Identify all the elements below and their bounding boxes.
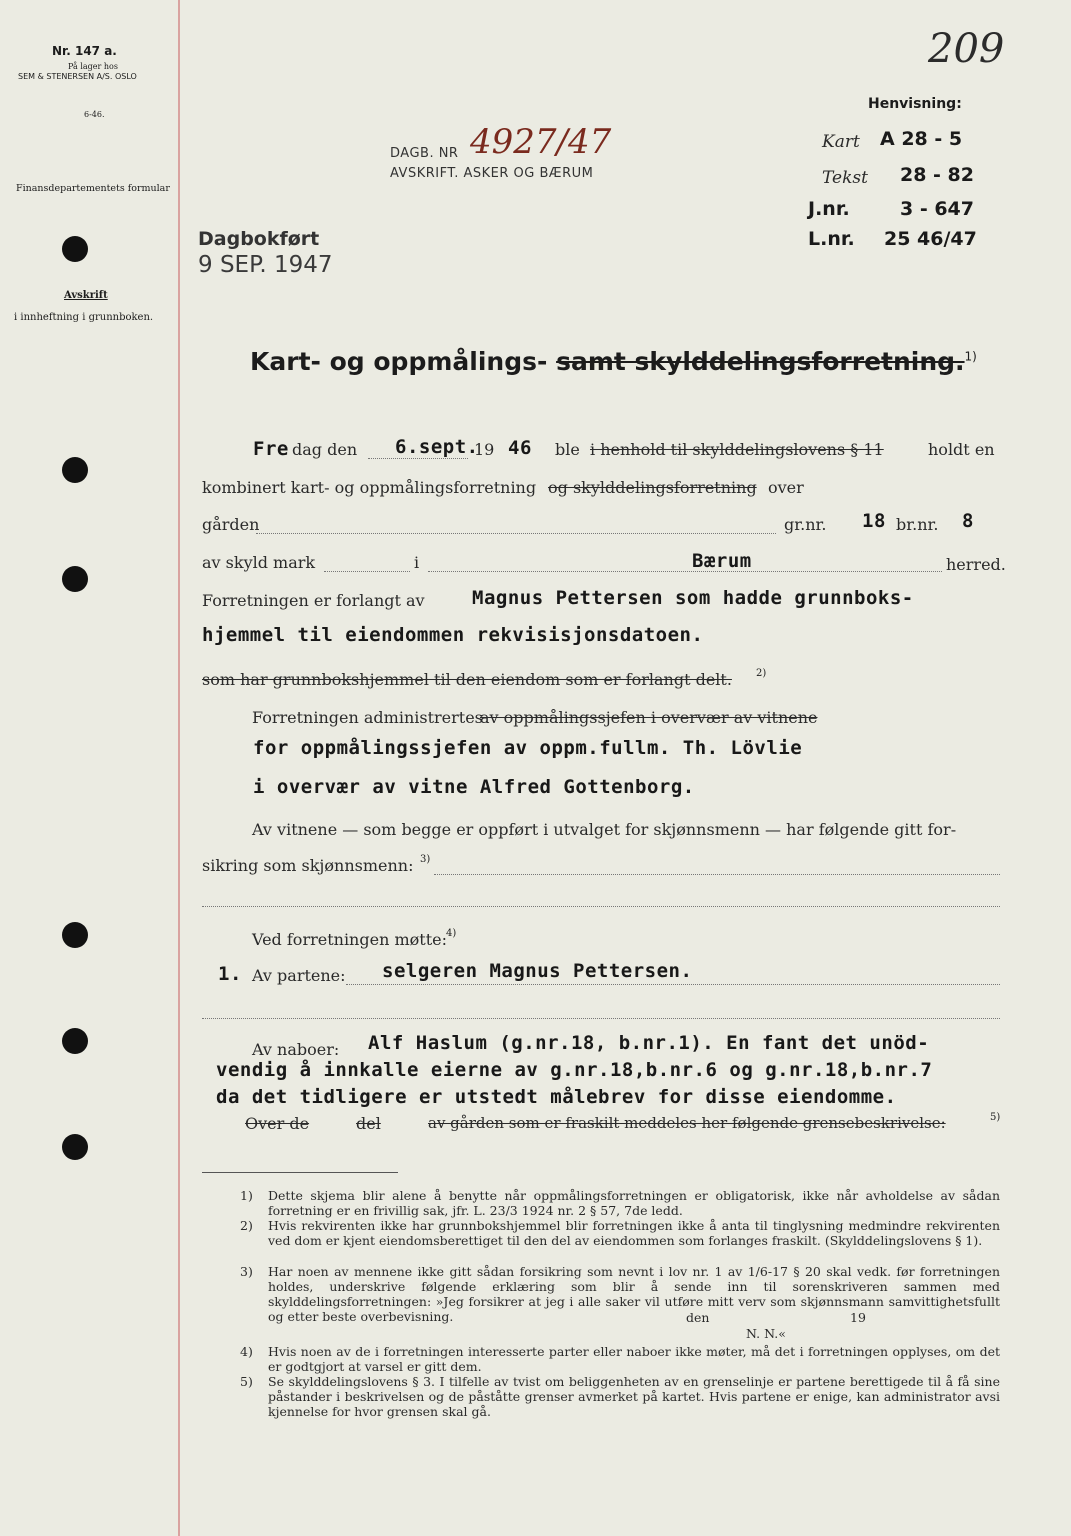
l12-text: sikring som skjønnsmenn: xyxy=(202,856,414,875)
avskrift-text: i innheftning i grunnboken. xyxy=(14,312,154,323)
fn5-num: 5) xyxy=(240,1374,253,1389)
fn2-num: 2) xyxy=(240,1218,253,1233)
henvisning-jnr-value: 3 - 647 xyxy=(900,198,974,220)
l1-text2: 19 xyxy=(474,440,495,459)
form-number: Nr. 147 a. xyxy=(52,44,117,58)
l2-struck: og skylddelingsforretning xyxy=(548,478,757,497)
year: 46 xyxy=(508,437,532,459)
neighbours-1: Alf Haslum (g.nr.18, b.nr.1). En fant det unöd- xyxy=(368,1032,930,1054)
requester-cont: hjemmel til eiendommen rekvisisjonsdatoen. xyxy=(202,624,704,646)
dagbokfort-date: 9 SEP. 1947 xyxy=(198,252,333,278)
l18-ref: 5) xyxy=(990,1112,1001,1123)
title-footnote-ref: 1) xyxy=(964,349,977,364)
l1-struck: i henhold til skylddelingslovens § 11 xyxy=(590,440,884,459)
l15-text: Av naboer: xyxy=(252,1040,340,1059)
l12-ref: 3) xyxy=(420,854,431,865)
henvisning-kart-value: A 28 - 5 xyxy=(880,128,963,150)
requester: Magnus Pettersen som hadde grunnboks- xyxy=(472,587,914,609)
gnr-value: 18 xyxy=(862,510,886,532)
l1-text3: ble xyxy=(555,440,580,459)
fn2-text: Hvis rekvirenten ikke har grunnbokshjemmel blir forretningen ikke å anta til tinglysning medmindre rekvirenten ved dom er kjent eiendomsberettiget til den del av eiendommen som forlanges fraskilt. (Skylddelingslovens § 1). xyxy=(268,1218,1000,1248)
edition: 6-46. xyxy=(84,110,105,119)
day-date: 6.sept. xyxy=(395,436,479,458)
l1-text4: holdt en xyxy=(928,440,995,459)
l14-text: Av partene: xyxy=(252,966,346,985)
henvisning-tekst-value: 28 - 82 xyxy=(900,164,974,186)
henvisning-kart-label: Kart xyxy=(822,132,860,152)
fn1-text: Dette skjema blir alene å benytte når oppmålingsforretningen er obligatorisk, ikke når avholdelse av sådan forretning er en frivillig sak, jfr. L. 23/3 1924 nr. 2 § 57, 7de ledd. xyxy=(268,1188,1000,1218)
l3-text1: gården xyxy=(202,515,260,534)
fn3-tail2: 19 xyxy=(850,1310,866,1325)
dotted-line xyxy=(202,906,1000,907)
punch-hole xyxy=(62,457,88,483)
l1-text1: dag den xyxy=(292,440,358,459)
fn3-text: Har noen av mennene ikke gitt sådan forsikring som nevnt i lov nr. 1 av 1/6-17 § 20 skal vedk. før forretningen holdes, underskrive følgende erklæring som blir å sende inn til sorenskriveren sammen med skylddelingsforretningen: »Jeg forsikrer at jeg i alle saker vil utføre mitt verv som skjønnsmann samvittighetsfullt og etter beste overbevisning. xyxy=(268,1264,1000,1324)
l18-struck3: av gården som er fraskilt meddeles her følgende grensebeskrivelse: xyxy=(428,1114,946,1132)
bnr-label: br.nr. xyxy=(896,515,939,534)
l13-text: Ved forretningen møtte: xyxy=(252,930,447,949)
l8-struck: av oppmålingssjefen i overvær av vitnene xyxy=(480,708,818,727)
dotted-line xyxy=(428,571,942,572)
party-seller: selgeren Magnus Pettersen. xyxy=(382,960,693,982)
title-main: Kart- og oppmålings- xyxy=(250,347,548,376)
neighbours-3: da det tidligere er utstedt målebrev for disse eiendomme. xyxy=(216,1086,897,1108)
fn4-num: 4) xyxy=(240,1344,253,1359)
administrator: for oppmålingssjefen av oppm.fullm. Th. Lövlie xyxy=(253,737,803,759)
henvisning-title: Henvisning: xyxy=(868,96,962,112)
l4-text2: i xyxy=(414,553,420,572)
punch-hole xyxy=(62,236,88,262)
publisher-line1: På lager hos xyxy=(68,62,118,71)
l5-text1: Forretningen er forlangt av xyxy=(202,591,425,610)
title-struck: samt skylddelingsforretning. xyxy=(556,347,965,376)
l4-text1: av skyld mark xyxy=(202,553,316,572)
fn3-sign: N. N.« xyxy=(746,1326,786,1341)
dotted-line xyxy=(434,874,1000,875)
bnr-value: 8 xyxy=(962,510,974,532)
witness: i overvær av vitne Alfred Gottenborg. xyxy=(253,776,695,798)
l7-ref: 2) xyxy=(756,668,767,679)
henvisning-lnr-label: L.nr. xyxy=(808,228,855,250)
l18-struck2: del xyxy=(356,1114,381,1133)
margin-rule xyxy=(178,0,180,1536)
punch-hole xyxy=(62,922,88,948)
party-number: 1. xyxy=(218,963,242,985)
l18-struck1: Over de xyxy=(245,1114,310,1133)
neighbours-2: vendig å innkalle eierne av g.nr.18,b.nr.6 og g.nr.18,b.nr.7 xyxy=(216,1059,933,1081)
document-title xyxy=(250,347,977,376)
dotted-line xyxy=(324,571,410,572)
l13-ref: 4) xyxy=(446,928,457,939)
department-label: Finansdepartementets formular xyxy=(16,183,170,194)
page-number: 209 xyxy=(928,26,1005,72)
l2-text2: over xyxy=(768,478,804,497)
dagbok-avskrift: AVSKRIFT. ASKER OG BÆRUM xyxy=(390,166,594,181)
gnr-label: gr.nr. xyxy=(784,515,827,534)
dotted-line xyxy=(368,458,468,459)
punch-hole xyxy=(62,1028,88,1054)
fn5-text: Se skylddelingslovens § 3. I tilfelle av tvist om beliggenheten av en grenselinje er partene berettigede til å få sine påstander i beskrivelsen og de påståtte grenser avmerket på kartet. Hvis partene er enige, kan administrator avsi kjennelse for hvor grensen skal gå. xyxy=(268,1374,1000,1419)
fn3-tail1: den xyxy=(686,1310,710,1325)
fn4-text: Hvis noen av de i forretningen interesserte parter eller naboer ikke møter, må det i forretningen opplyses, om det er godtgjort at varsel er gitt dem. xyxy=(268,1344,1000,1374)
dotted-line xyxy=(256,533,776,534)
dotted-line xyxy=(346,984,1000,985)
punch-hole xyxy=(62,566,88,592)
publisher-line2: SEM & STENERSEN A/S. OSLO xyxy=(18,72,137,81)
l4-text3: herred. xyxy=(946,555,1006,574)
footnote-separator xyxy=(202,1172,398,1173)
fn3-num: 3) xyxy=(240,1264,253,1279)
l2-text1: kombinert kart- og oppmålingsforretning xyxy=(202,478,537,497)
henvisning-lnr-value: 25 46/47 xyxy=(884,228,977,250)
place: Bærum xyxy=(692,550,752,572)
day-prefix: Fre xyxy=(253,438,289,460)
dagbok-label: DAGB. NR xyxy=(390,146,459,161)
l11-text: Av vitnene — som begge er oppført i utvalget for skjønnsmenn — har følgende gitt for- xyxy=(252,820,957,839)
dotted-line xyxy=(202,1018,1000,1019)
dagbokfort-label: Dagbokført xyxy=(198,228,320,250)
fn1-num: 1) xyxy=(240,1188,253,1203)
avskrift-title: Avskrift xyxy=(64,290,108,301)
henvisning-tekst-label: Tekst xyxy=(822,168,868,188)
henvisning-jnr-label: J.nr. xyxy=(808,198,850,220)
punch-hole xyxy=(62,1134,88,1160)
dagbok-handwritten-number: 4927/47 xyxy=(470,122,612,162)
l8-text1: Forretningen administrertes xyxy=(252,708,483,727)
l7-struck: som har grunnbokshjemmel til den eiendom som er forlangt delt. xyxy=(202,670,732,689)
